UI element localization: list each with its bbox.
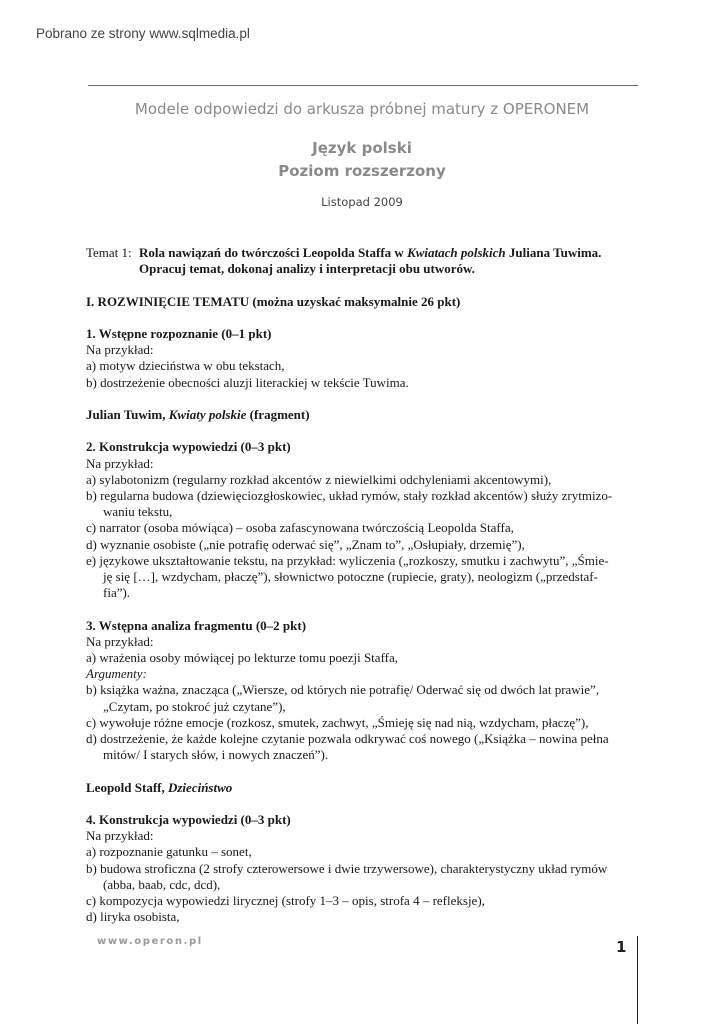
list-item: d) dostrzeżenie, że każde kolejne czytanie pozwala odkrywać coś nowego („Książka – nowina pełna — [86, 731, 609, 747]
work-title: Kwiaty polskie — [168, 406, 247, 422]
topic — [86, 245, 642, 277]
list-item-continuation: fia”). — [103, 585, 131, 601]
list-item: d) wyznanie osobiste („nie potrafię oderwać się”, „Znam to”, „Osłupiały, drzemię”), — [86, 536, 525, 552]
block-intro: Na przykład: — [86, 342, 154, 358]
list-item: b) budowa stroficzna (2 strofy czterowersowe i dwie trzywersowe), charakterystyczny układ rymów — [86, 860, 608, 876]
list-item-continuation: waniu tekstu, — [103, 504, 173, 520]
topic-text-part: Juliana Tuwima. Opracuj temat, dokonaj analizy i interpretacji obu utworów. — [139, 245, 602, 277]
topic-label: Temat 1: — [86, 245, 132, 260]
page-number: 1 — [616, 938, 627, 956]
header-divider — [88, 85, 638, 86]
list-item: a) rozpoznanie gatunku – sonet, — [86, 844, 252, 860]
block-intro: Na przykład: — [86, 633, 154, 649]
list-item: c) wywołuje różne emocje (rozkosz, smutek, zachwyt, „Śmieję się nad nią, wzdycham, płaczę”), — [86, 714, 589, 730]
list-item: b) książka ważna, znacząca („Wiersze, od których nie potrafię/ Oderwać się od dwóch lat prawie”, — [86, 682, 600, 698]
subject-title: Język polski — [312, 139, 412, 157]
document-date: Listopad 2009 — [321, 195, 403, 209]
work-title: Dzieciństwo — [167, 779, 233, 795]
block-intro: Na przykład: — [86, 828, 154, 844]
topic-text — [139, 245, 642, 277]
list-item: d) liryka osobista, — [86, 909, 180, 925]
source-note: Pobrano ze strony www.sqlmedia.pl — [36, 26, 250, 41]
arguments-label: Argumenty: — [86, 666, 147, 682]
list-item: a) sylabotonizm (regularny rozkład akcentów z niewielkimi odchyleniami akcentowymi), — [86, 471, 552, 487]
work-heading — [86, 407, 642, 423]
list-item: a) motyw dzieciństwa w obu tekstach, — [86, 358, 285, 374]
level-title: Poziom rozszerzony — [278, 162, 446, 180]
work-suffix: (fragment) — [246, 406, 310, 422]
list-item: b) regularna budowa (dziewięciozgłoskowiec, układ rymów, stały rozkład akcentów) służy zrytmizo- — [86, 487, 613, 503]
list-item-continuation: ję się […], wzdycham, płaczę”), słownictwo potoczne (rupiecie, graty), neologizm („przedstaf- — [103, 569, 598, 584]
topic-work-title: Kwiatach polskich — [407, 245, 506, 260]
block-heading: 1. Wstępne rozpoznanie (0–1 pkt) — [86, 325, 272, 341]
block-heading: 2. Konstrukcja wypowiedzi (0–3 pkt) — [86, 439, 291, 455]
list-item: a) wrażenia osoby mówiącej po lekturze tomu poezji Staffa, — [86, 650, 399, 665]
list-item: c) narrator (osoba mówiąca) – osoba zafascynowana twórczością Leopolda Staffa, — [86, 520, 514, 536]
list-item: c) kompozycja wypowiedzi lirycznej (strofy 1–3 – opis, strofa 4 – refleksje), — [86, 893, 485, 909]
list-item: e) językowe ukształtowanie tekstu, na przykład: wyliczenia („rozkoszy, smutku i zachwytu”, „Śmie- — [86, 552, 609, 568]
work-author: Julian Tuwim, — [86, 406, 169, 422]
footer-url: www.operon.pl — [97, 936, 203, 947]
document-body — [86, 245, 642, 925]
block-heading: 4. Konstrukcja wypowiedzi (0–3 pkt) — [86, 812, 291, 827]
work-heading — [86, 780, 642, 796]
block-intro: Na przykład: — [86, 455, 154, 471]
document-title: Modele odpowiedzi do arkusza próbnej matury z OPERONEM — [134, 100, 590, 118]
footer-divider — [637, 936, 638, 1024]
section-heading: I. ROZWINIĘCIE TEMATU (można uzyskać maksymalnie 26 pkt) — [86, 293, 461, 309]
work-author: Leopold Staff, — [86, 779, 168, 795]
list-item-continuation: (abba, baab, cdc, dcd), — [103, 876, 221, 892]
topic-text-part: Rola nawiązań do twórczości Leopolda Staffa w — [139, 245, 408, 260]
list-item-continuation: mitów/ I starych słów, i nowych znaczeń”). — [103, 747, 329, 763]
list-item-continuation: „Czytam, po stokroć już czytane”), — [103, 698, 286, 714]
block-heading: 3. Wstępna analiza fragmentu (0–2 pkt) — [86, 617, 307, 633]
list-item: b) dostrzeżenie obecności aluzji literackiej w tekście Tuwima. — [86, 374, 409, 390]
